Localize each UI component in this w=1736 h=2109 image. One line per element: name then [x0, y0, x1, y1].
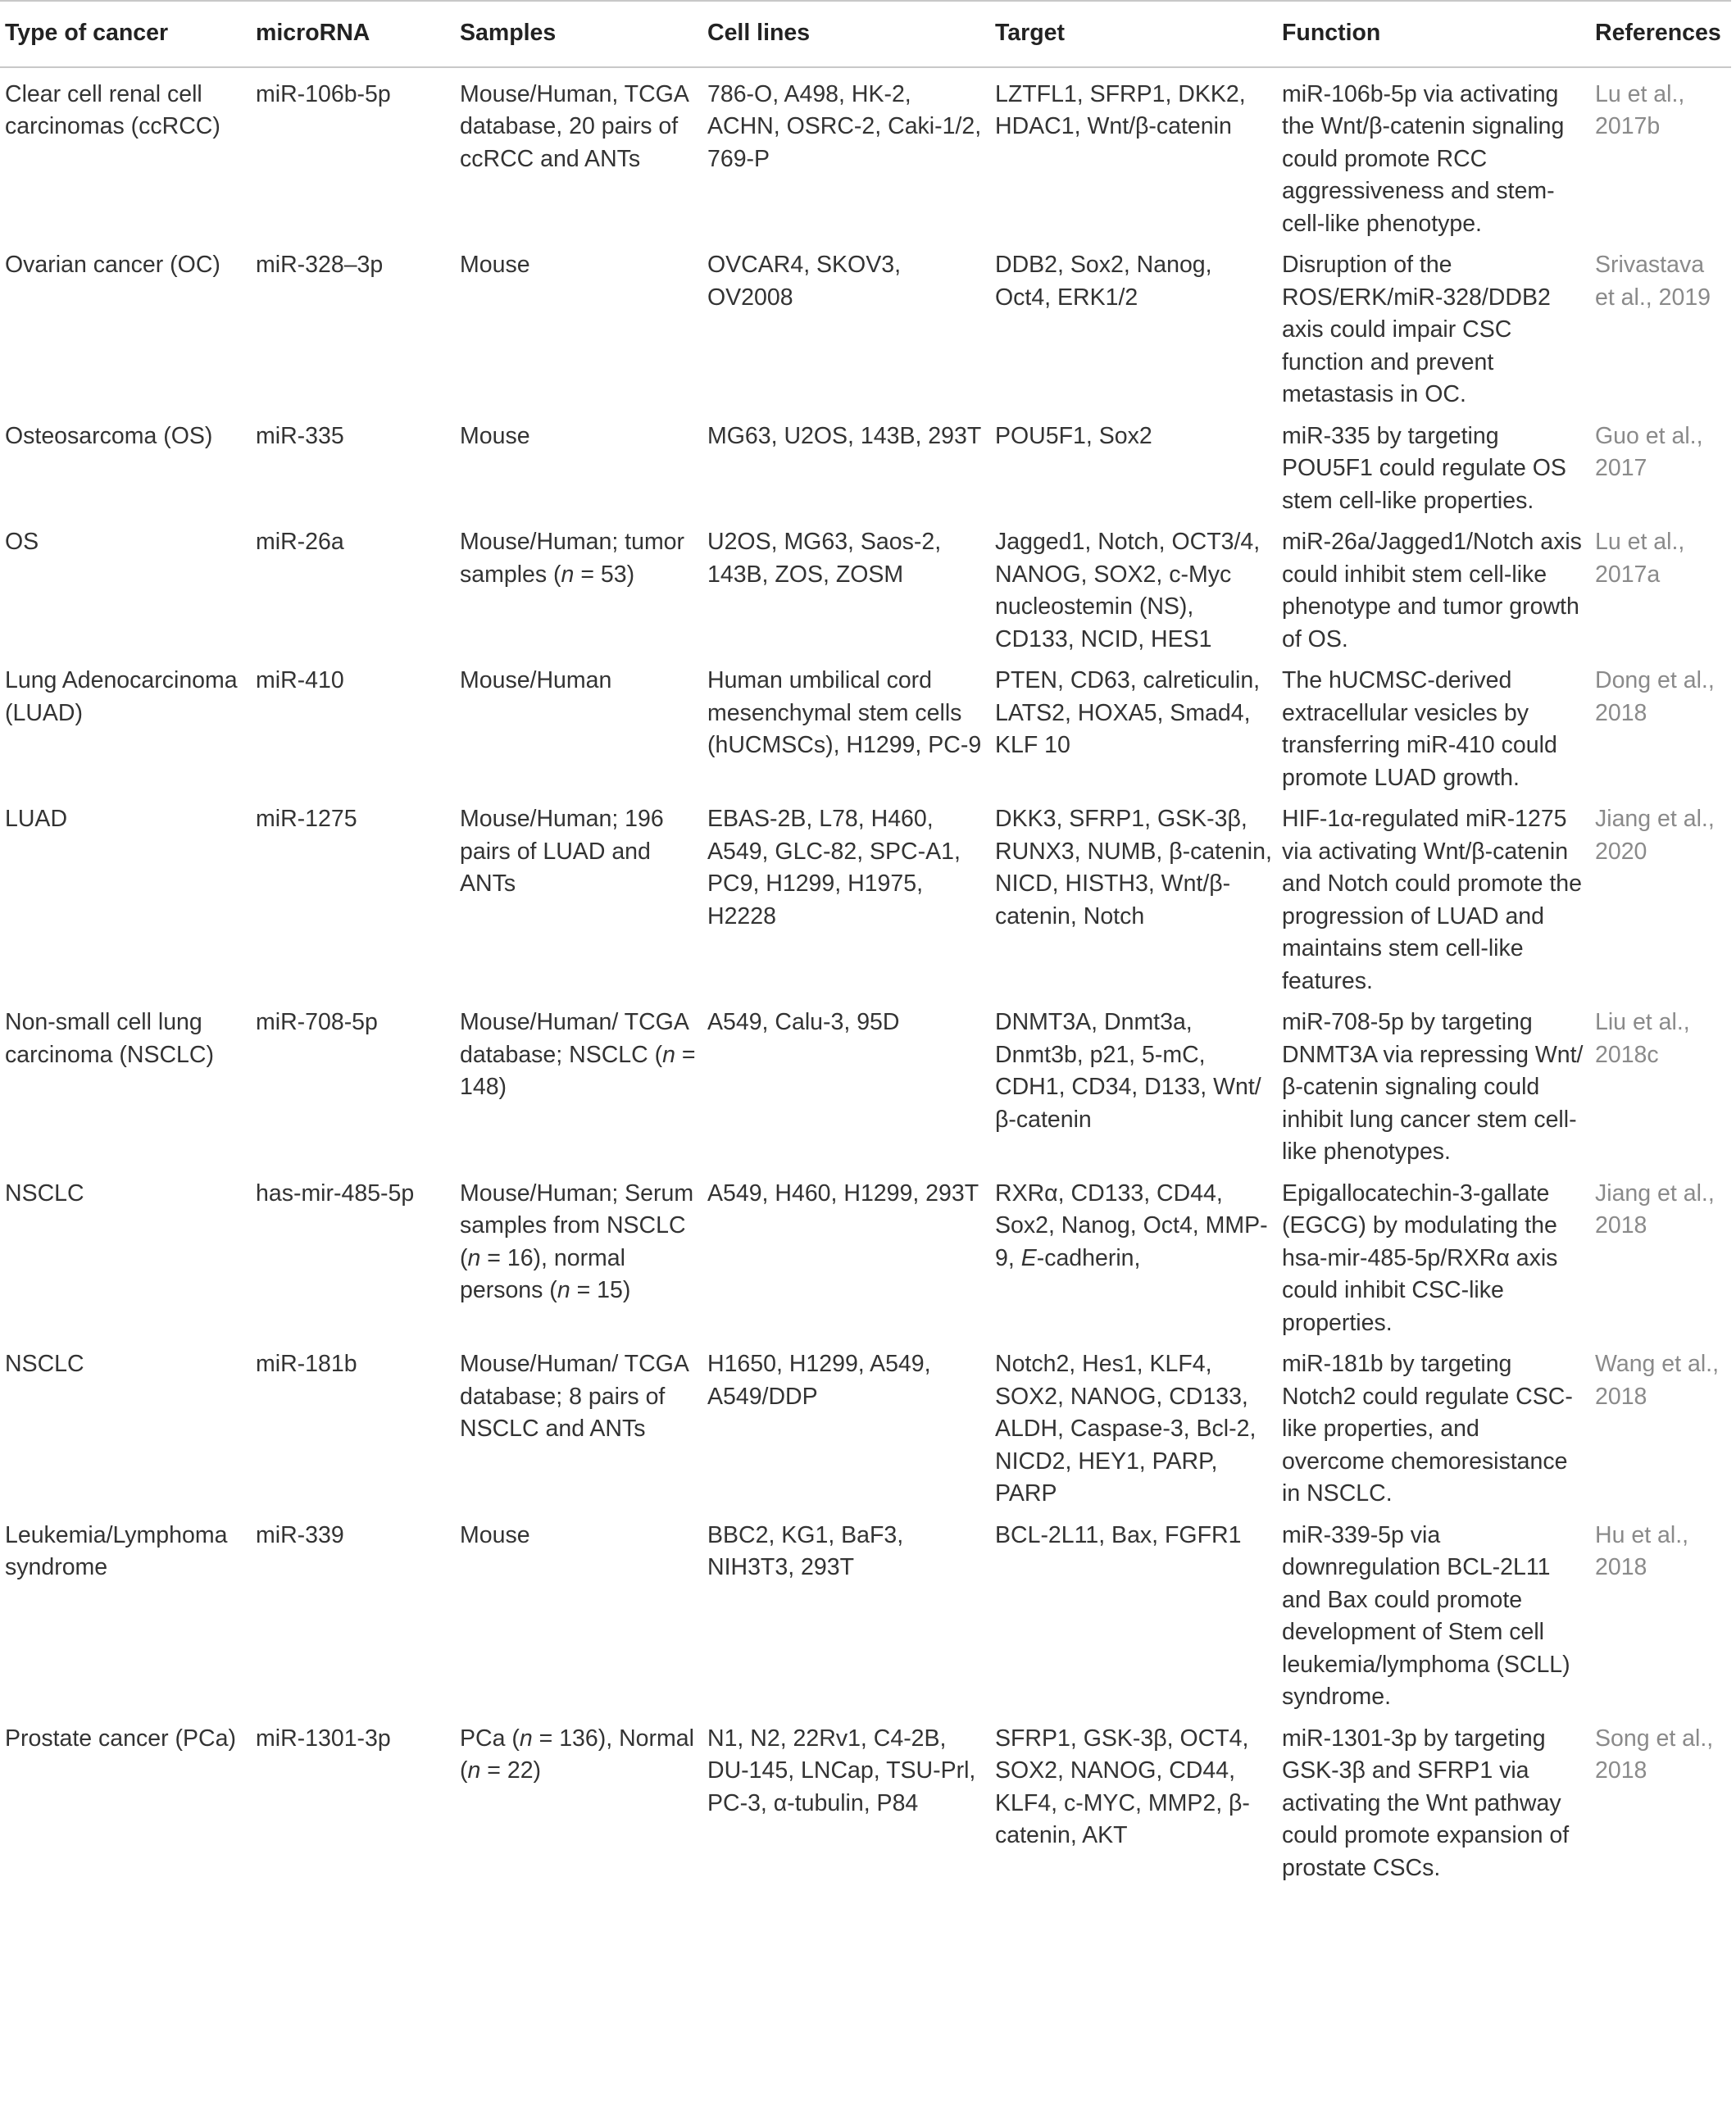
table-row — [0, 800, 1731, 1003]
cell-function: miR-1301-3p by targeting GSK-3β and SFRP1 via activating the Wnt pathway could promote expansion of prostate CSCs. — [1282, 1725, 1570, 1881]
header-target: Target — [995, 20, 1065, 46]
cell-references: Jiang et al., 2018 — [1595, 1179, 1715, 1239]
cell-references: Lu et al., 2017a — [1595, 529, 1685, 588]
table-row — [0, 1345, 1731, 1516]
cell-microrna: miR-339 — [256, 1521, 344, 1548]
cell-cell-lines: OVCAR4, SKOV3, OV2008 — [707, 252, 902, 311]
cell-function: miR-106b-5p via activating the Wnt/β-catenin signaling could promote RCC aggressiveness and stem-cell-like phenotype. — [1282, 80, 1565, 237]
cell-samples: Mouse — [460, 1521, 530, 1548]
cell-references: Song et al., 2018 — [1595, 1725, 1714, 1784]
cell-type-of-cancer: Clear cell renal cell carcinomas (ccRCC) — [5, 80, 220, 139]
cell-target: SFRP1, GSK-3β, OCT4, SOX2, NANOG, CD44, KLF4, c-MYC, MMP2, β-catenin, AKT — [995, 1725, 1250, 1848]
cell-function: miR-335 by targeting POU5F1 could regulate OS stem cell-like properties. — [1282, 422, 1566, 514]
table-row — [0, 67, 1731, 247]
cell-microrna: miR-708-5p — [256, 1009, 378, 1035]
cell-function: miR-339-5p via downregulation BCL-2L11 and Bax could promote development of Stem cell leukemia/lymphoma (SCLL) syndrome. — [1282, 1521, 1570, 1710]
cell-type-of-cancer: NSCLC — [5, 1351, 84, 1377]
cell-type-of-cancer: Prostate cancer (PCa) — [5, 1725, 236, 1752]
cell-cell-lines: 786-O, A498, HK-2, ACHN, OSRC-2, Caki-1/2, 769-P — [707, 80, 982, 172]
cell-target: POU5F1, Sox2 — [995, 422, 1152, 449]
cell-type-of-cancer: LUAD — [5, 806, 68, 832]
cell-references: Hu et al., 2018 — [1595, 1521, 1689, 1580]
cell-references: Jiang et al., 2020 — [1595, 806, 1715, 865]
table-row — [0, 417, 1731, 524]
cell-references: Srivastava et al., 2019 — [1595, 252, 1711, 311]
cell-type-of-cancer: Lung Adenocarcinoma (LUAD) — [5, 667, 238, 726]
cell-microrna: miR-106b-5p — [256, 80, 391, 107]
cell-target: BCL-2L11, Bax, FGFR1 — [995, 1521, 1242, 1548]
cell-references: Liu et al., 2018c — [1595, 1009, 1690, 1068]
cell-target: LZTFL1, SFRP1, DKK2, HDAC1, Wnt/β-catenin — [995, 80, 1246, 139]
cell-type-of-cancer: NSCLC — [5, 1179, 84, 1207]
table-row — [0, 1720, 1731, 1891]
cell-type-of-cancer: Osteosarcoma (OS) — [5, 422, 213, 449]
cell-function: miR-26a/Jagged1/Notch axis could inhibit stem cell-like phenotype and tumor growth of OS. — [1282, 529, 1582, 652]
cell-type-of-cancer: Non-small cell lung carcinoma (NSCLC) — [5, 1009, 214, 1068]
cell-cell-lines: N1, N2, 22Rv1, C4-2B, DU-145, LNCap, TSU-Prl, PC-3, α-tubulin, P84 — [707, 1725, 976, 1816]
cell-target: Jagged1, Notch, OCT3/4, NANOG, SOX2, c-Myc nucleostemin (NS), CD133, NCID, HES1 — [995, 529, 1261, 652]
table-header — [0, 1, 1731, 67]
table-row — [0, 523, 1731, 661]
cell-function: HIF-1α-regulated miR-1275 via activating Wnt/β-catenin and Notch could promote the progression of LUAD and maintains stem cell-like features. — [1282, 806, 1582, 994]
cell-type-of-cancer: OS — [5, 529, 39, 555]
cell-samples: Mouse/Human; Serum samples from NSCLC (n = 16), normal persons (n = 15) — [460, 1179, 694, 1303]
cell-microrna: miR-410 — [256, 667, 344, 693]
cell-cell-lines: A549, H460, H1299, 293T — [707, 1179, 979, 1207]
cell-cell-lines: MG63, U2OS, 143B, 293T — [707, 422, 982, 449]
cell-references: Lu et al., 2017b — [1595, 80, 1685, 139]
cell-type-of-cancer: Leukemia/Lymphoma syndrome — [5, 1521, 228, 1580]
cell-target: DDB2, Sox2, Nanog, Oct4, ERK1/2 — [995, 252, 1212, 311]
cell-samples: Mouse/Human — [460, 667, 612, 693]
cell-references: Dong et al., 2018 — [1595, 667, 1715, 726]
cell-samples: Mouse/Human; tumor samples (n = 53) — [460, 529, 685, 588]
cell-samples: Mouse — [460, 252, 530, 278]
cell-target: DKK3, SFRP1, GSK-3β, RUNX3, NUMB, β-catenin, NICD, HISTH3, Wnt/β-catenin, Notch — [995, 806, 1272, 930]
cell-microrna: miR-26a — [256, 529, 344, 555]
cell-microrna: has-mir-485-5p — [256, 1179, 415, 1207]
table-row — [0, 1175, 1731, 1346]
cell-function: miR-708-5p by targeting DNMT3A via repressing Wnt/β-catenin signaling could inhibit lung cancer stem cell-like phenotypes. — [1282, 1009, 1584, 1165]
header-samples: Samples — [460, 20, 557, 46]
cell-samples: Mouse/Human/ TCGA database; 8 pairs of NSCLC and ANTs — [460, 1351, 688, 1442]
cell-microrna: miR-181b — [256, 1351, 357, 1377]
cell-samples: Mouse — [460, 422, 530, 449]
cell-references: Guo et al., 2017 — [1595, 422, 1703, 481]
table-row — [0, 246, 1731, 417]
cell-target: Notch2, Hes1, KLF4, SOX2, NANOG, CD133, ALDH, Caspase-3, Bcl-2, NICD2, HEY1, PARP, PARP — [995, 1351, 1257, 1507]
header-references: References — [1595, 20, 1721, 46]
cell-function: miR-181b by targeting Notch2 could regulate CSC-like properties, and overcome chemoresistance in NSCLC. — [1282, 1351, 1573, 1507]
cell-function: Epigallocatechin-3-gallate (EGCG) by modulating the hsa-mir-485-5p/RXRα axis could inhibit CSC-like properties. — [1282, 1179, 1558, 1336]
header-function: Function — [1282, 20, 1381, 46]
header-cell-lines: Cell lines — [707, 20, 811, 46]
cell-target: DNMT3A, Dnmt3a, Dnmt3b, p21, 5-mC, CDH1, CD34, D133, Wnt/β-catenin — [995, 1009, 1261, 1133]
cell-target: RXRα, CD133, CD44, Sox2, Nanog, Oct4, MMP-9, E-cadherin, — [995, 1179, 1268, 1271]
header-type-of-cancer: Type of cancer — [5, 20, 169, 46]
table-row — [0, 1516, 1731, 1720]
cell-cell-lines: A549, Calu-3, 95D — [707, 1009, 900, 1035]
cell-cell-lines: H1650, H1299, A549, A549/DDP — [707, 1351, 931, 1410]
table-body — [0, 67, 1731, 1891]
cell-microrna: miR-335 — [256, 422, 344, 449]
cell-cell-lines: U2OS, MG63, Saos-2, 143B, ZOS, ZOSM — [707, 529, 942, 588]
cell-microrna: miR-328–3p — [256, 252, 384, 278]
cell-samples: Mouse/Human, TCGA database, 20 pairs of ccRCC and ANTs — [460, 80, 688, 172]
cell-cell-lines: EBAS-2B, L78, H460, A549, GLC-82, SPC-A1, PC9, H1299, H1975, H2228 — [707, 806, 961, 930]
cell-type-of-cancer: Ovarian cancer (OC) — [5, 252, 220, 278]
cell-references: Wang et al., 2018 — [1595, 1351, 1720, 1410]
table-row — [0, 1003, 1731, 1175]
cell-function: The hUCMSC-derived extracellular vesicles by transferring miR-410 could promote LUAD growth. — [1282, 667, 1557, 791]
cell-samples: Mouse/Human/ TCGA database; NSCLC (n = 148) — [460, 1009, 696, 1100]
header-row — [0, 1, 1731, 67]
cell-microrna: miR-1301-3p — [256, 1725, 391, 1752]
cell-cell-lines: BBC2, KG1, BaF3, NIH3T3, 293T — [707, 1521, 904, 1580]
cell-samples: Mouse/Human; 196 pairs of LUAD and ANTs — [460, 806, 664, 897]
cell-samples: PCa (n = 136), Normal (n = 22) — [460, 1725, 694, 1784]
cell-function: Disruption of the ROS/ERK/miR-328/DDB2 axis could impair CSC function and prevent metastasis in OC. — [1282, 252, 1551, 407]
header-microrna: microRNA — [256, 20, 370, 46]
cell-target: PTEN, CD63, calreticulin, LATS2, HOXA5, Smad4, KLF 10 — [995, 667, 1261, 758]
table-row — [0, 661, 1731, 800]
cell-microrna: miR-1275 — [256, 806, 357, 832]
cell-cell-lines: Human umbilical cord mesenchymal stem cells (hUCMSCs), H1299, PC-9 — [707, 667, 982, 758]
